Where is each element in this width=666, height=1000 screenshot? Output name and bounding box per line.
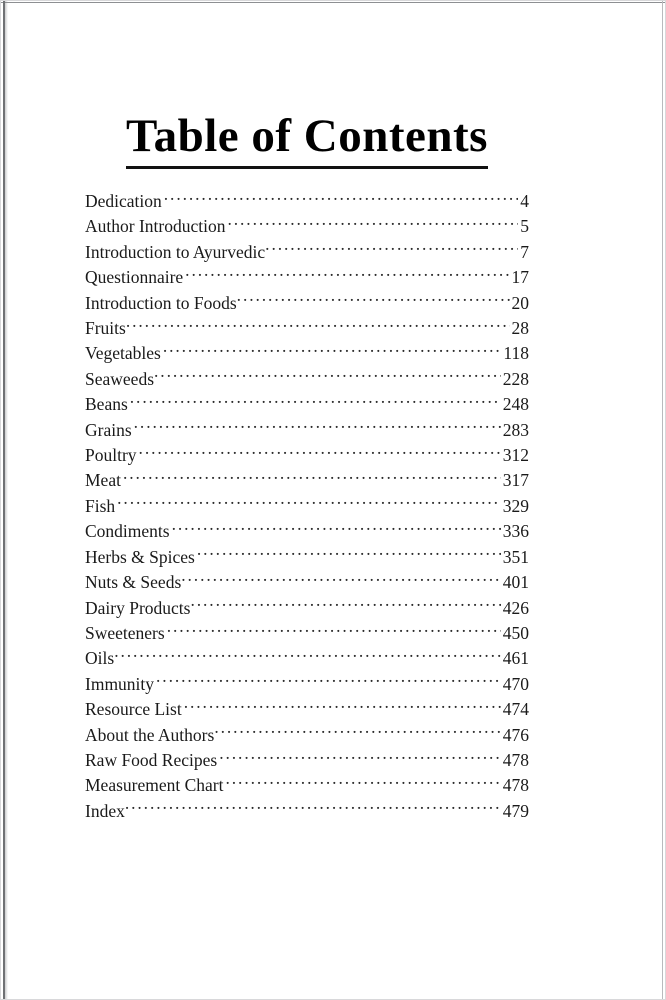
- dot-leader: [172, 520, 501, 538]
- toc-entry-page-number: 426: [502, 597, 529, 618]
- toc-entry[interactable]: [85, 519, 529, 544]
- dot-leader: [167, 621, 501, 639]
- toc-entry-page-number: 17: [511, 267, 529, 288]
- dot-leader: [139, 444, 501, 462]
- dot-leader: [130, 393, 501, 411]
- toc-entry-label: Meat: [85, 470, 121, 491]
- dot-leader: [117, 494, 501, 512]
- toc-entry-label: Poultry: [85, 445, 137, 466]
- dot-leader: [156, 672, 501, 690]
- toc-entry-label: Resource List: [85, 699, 182, 720]
- toc-entry-page-number: 351: [502, 546, 529, 567]
- page-title-block: [85, 110, 529, 169]
- toc-entry[interactable]: [85, 265, 529, 290]
- toc-entry-page-number: 401: [502, 572, 529, 593]
- toc-entry-label: Introduction to Foods: [85, 292, 237, 313]
- toc-entry-page-number: 7: [520, 241, 529, 262]
- toc-entry-label: Nuts & Seeds: [85, 572, 182, 593]
- toc-entry[interactable]: [85, 697, 529, 722]
- toc-entry-page-number: 28: [511, 318, 529, 339]
- toc-entry[interactable]: [85, 392, 529, 417]
- toc-entry-page-number: 228: [502, 368, 529, 389]
- toc-entry-page-number: 312: [502, 445, 529, 466]
- toc-entry[interactable]: [85, 748, 529, 773]
- toc-entry-page-number: 283: [502, 419, 529, 440]
- dot-leader: [181, 571, 501, 589]
- toc-entry-page-number: 474: [502, 699, 529, 720]
- toc-entry-page-number: 4: [520, 191, 529, 211]
- toc-entry-page-number: 476: [502, 724, 529, 745]
- toc-entry[interactable]: [85, 723, 529, 748]
- toc-entry-label: Dairy Products: [85, 597, 191, 618]
- toc-entry-label: Fruits: [85, 318, 126, 339]
- toc-entry[interactable]: [85, 570, 529, 595]
- toc-entry-label: About the Authors: [85, 724, 215, 745]
- toc-entry[interactable]: [85, 214, 529, 239]
- toc-entry-label: Dedication: [85, 191, 162, 211]
- toc-entry[interactable]: [85, 773, 529, 798]
- dot-leader: [164, 190, 518, 208]
- toc-entry[interactable]: [85, 468, 529, 493]
- dot-leader: [125, 799, 501, 817]
- toc-entry-label: Index: [85, 800, 125, 821]
- toc-entry-page-number: 470: [502, 673, 529, 694]
- dot-leader: [185, 266, 509, 284]
- dot-leader: [227, 215, 518, 233]
- dot-leader: [226, 774, 501, 792]
- toc-entry[interactable]: [85, 291, 529, 316]
- toc-entry[interactable]: [85, 545, 529, 570]
- page-title: Table of Contents: [126, 113, 488, 169]
- toc-entry-label: Condiments: [85, 521, 170, 542]
- toc-entry-label: Immunity: [85, 673, 155, 694]
- dot-leader: [154, 367, 501, 385]
- toc-entry-page-number: 317: [502, 470, 529, 491]
- toc-entry[interactable]: [85, 341, 529, 366]
- toc-entry-page-number: 461: [502, 648, 529, 669]
- dot-leader: [123, 469, 501, 487]
- toc-entry-label: Questionnaire: [85, 267, 184, 288]
- toc-entry-page-number: 478: [502, 749, 529, 770]
- toc-entry-label: Oils: [85, 648, 115, 669]
- book-spine-shadow: [5, 1, 8, 999]
- toc-entry-label: Grains: [85, 419, 132, 440]
- dot-leader: [237, 291, 510, 309]
- dot-leader: [126, 317, 510, 335]
- toc-entry-page-number: 248: [502, 394, 529, 415]
- toc-entry[interactable]: [85, 646, 529, 671]
- dot-leader: [190, 596, 500, 614]
- toc-entry-page-number: 118: [503, 343, 529, 364]
- dot-leader: [265, 240, 518, 258]
- dot-leader: [184, 698, 501, 716]
- toc-entry-label: Measurement Chart: [85, 775, 224, 796]
- toc-entry-page-number: 479: [502, 800, 529, 821]
- toc-entry[interactable]: [85, 621, 529, 646]
- dot-leader: [214, 723, 500, 741]
- dot-leader: [219, 748, 501, 766]
- page-right-rule: [662, 1, 663, 999]
- toc-entry-page-number: 5: [520, 216, 529, 237]
- toc-entry[interactable]: [85, 596, 529, 621]
- toc-entry-page-number: 478: [502, 775, 529, 796]
- toc-entry[interactable]: [85, 494, 529, 519]
- page-top-rule: [1, 2, 665, 3]
- toc-entry-label: Author Introduction: [85, 216, 226, 237]
- toc-entry-page-number: 336: [502, 521, 529, 542]
- table-of-contents-list: [85, 189, 529, 824]
- toc-entry[interactable]: [85, 443, 529, 468]
- dot-leader: [197, 545, 501, 563]
- toc-entry[interactable]: [85, 240, 529, 265]
- toc-entry-label: Beans: [85, 394, 128, 415]
- toc-entry[interactable]: [85, 316, 529, 341]
- toc-entry[interactable]: [85, 367, 529, 392]
- toc-entry-label: Fish: [85, 495, 116, 516]
- toc-entry-label: Introduction to Ayurvedic: [85, 241, 266, 262]
- toc-entry[interactable]: [85, 418, 529, 443]
- toc-entry-label: Sweeteners: [85, 622, 165, 643]
- toc-entry[interactable]: [85, 672, 529, 697]
- toc-entry-label: Herbs & Spices: [85, 546, 195, 567]
- toc-entry-label: Seaweeds: [85, 368, 155, 389]
- dot-leader: [134, 418, 501, 436]
- toc-entry-label: Vegetables: [85, 343, 161, 364]
- toc-entry[interactable]: [85, 799, 529, 824]
- toc-entry-label: Raw Food Recipes: [85, 749, 218, 770]
- toc-entry-page-number: 20: [511, 292, 529, 313]
- toc-entry-page-number: 329: [502, 495, 529, 516]
- toc-entry[interactable]: [85, 189, 529, 214]
- toc-entry-page-number: 450: [502, 622, 529, 643]
- dot-leader: [114, 647, 501, 665]
- dot-leader: [163, 342, 502, 360]
